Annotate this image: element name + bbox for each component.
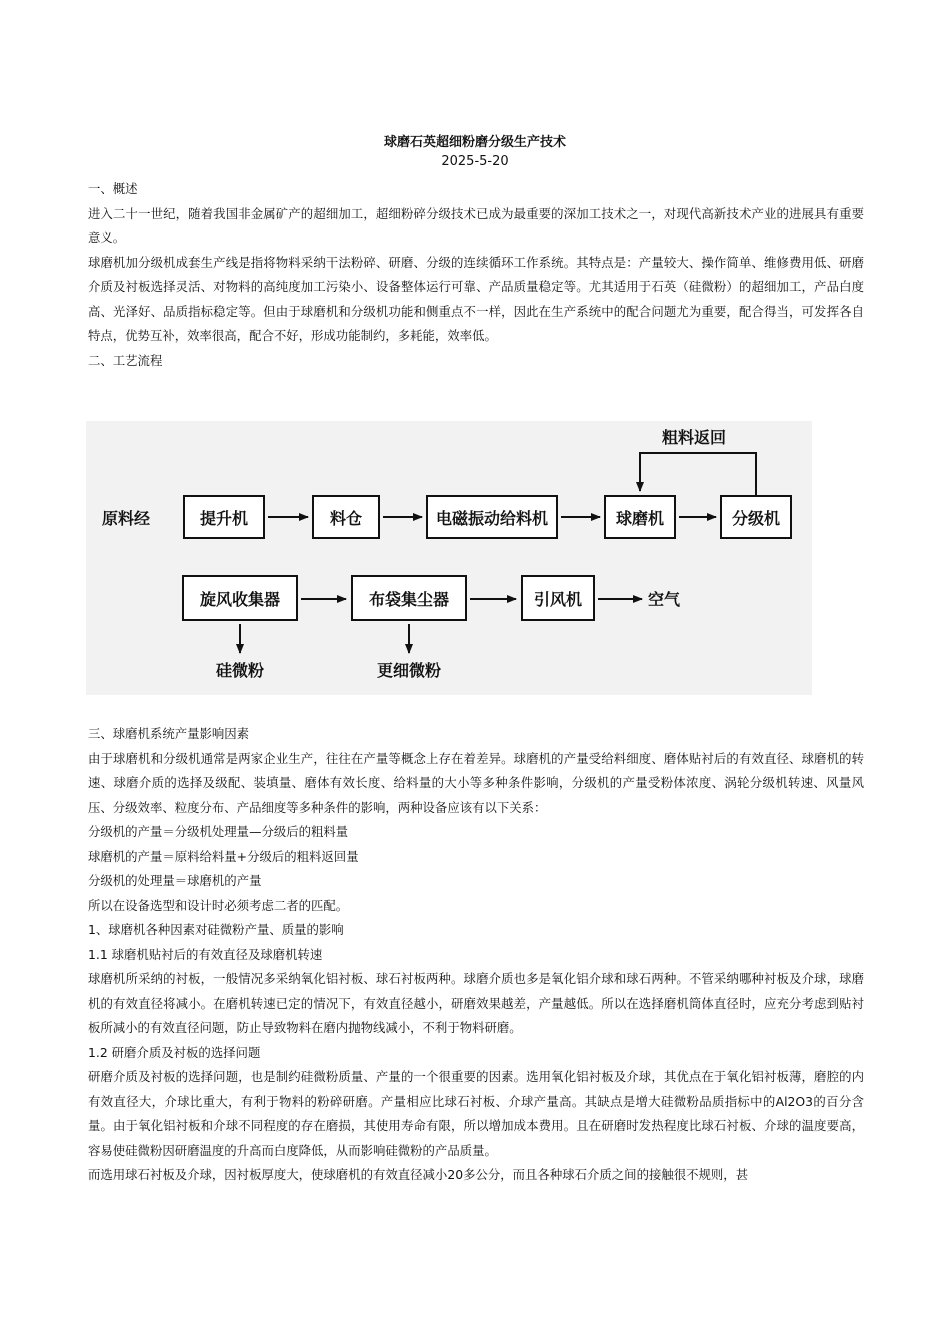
flow-label-fan: 引风机 (533, 590, 583, 609)
section-heading-factors: 三、球磨机系统产量影响因素 (88, 726, 250, 741)
section-factors (88, 722, 864, 1188)
document-date: 2025-5-20 (441, 154, 509, 169)
document-title: 球磨石英超细粉磨分级生产技术 (383, 135, 566, 150)
flow-label-feeder: 电磁振动给料机 (435, 509, 549, 528)
section-overview (88, 177, 864, 373)
flow-label-baghouse: 布袋集尘器 (368, 590, 450, 609)
flow-label-air: 空气 (648, 590, 681, 609)
flow-label-return: 粗料返回 (661, 428, 727, 447)
section-heading-process: 二、工艺流程 (88, 352, 163, 368)
flow-return-arrow (640, 453, 756, 496)
formula-line: 分级机的处理量＝球磨机的产量 (88, 873, 262, 888)
section-heading-overview: 一、概述 (88, 181, 138, 196)
formula-line: 分级机的产量＝分级机处理量—分级后的粗料量 (88, 824, 349, 839)
flow-label-classifier: 分级机 (731, 509, 781, 528)
paragraph: 所以在设备选型和设计时必须考虑二者的匹配。 (88, 897, 349, 913)
subheading: 1.1 球磨机贴衬后的有效直径及球磨机转速 (88, 946, 323, 962)
paragraph: 进入二十一世纪，随着我国非金属矿产的超细加工，超细粉碎分级技术已成为最重要的深加工技术之一，对现代高新技术产业的进展具有重要意义。 (88, 205, 864, 245)
paragraph: 球磨机加分级机成套生产线是指将物料采纳干法粉碎、研磨、分级的连续循环工作系统。其特点是：产量较大、操作简单、维修费用低、研磨介质及衬板选择灵活、对物料的高纯度加工污染小、设备整体运行可靠、产品质量稳定等。尤其适用于石英（硅微粉）的超细加工，产品白度高、光泽好、品质指标稳定等。但由于球磨机和分级机功能和侧重点不一样，因此在生产系统中的配合问题尤为重要，配合得当，可发挥各自特点，优势互补，效率很高，配合不好，形成功能制约，多耗能，效率低。 (88, 254, 864, 343)
formula-line: 球磨机的产量＝原料给料量+分级后的粗料返回量 (88, 848, 359, 864)
flow-diagram-svg (86, 421, 812, 695)
subheading: 1、球磨机各种因素对硅微粉产量、质量的影响 (88, 922, 344, 937)
flow-label-finer: 更细微粉 (376, 661, 442, 680)
flow-label-cyclone: 旋风收集器 (199, 590, 281, 609)
flow-label-elevator: 提升机 (199, 509, 249, 528)
flow-label-ballmill: 球磨机 (615, 509, 665, 528)
paragraph: 由于球磨机和分级机通常是两家企业生产，往往在产量等概念上存在着差异。球磨机的产量受给料细度、磨体贴衬后的有效直径、球磨机的转速、球磨介质的选择及级配、装填量、磨体有效长度、给料量的大小等多种条件影响，分级机的产量受粉体浓度、涡轮分级机转速、风量风压、分级效率、粒度分布、产品细度等多种条件的影响，两种设备应该有以下关系： (88, 750, 864, 815)
process-flow-diagram (86, 421, 812, 695)
paragraph: 球磨机所采纳的衬板，一般情况多采纳氧化铝衬板、球石衬板两种。球磨介质也多是氧化铝介球和球石两种。不管采纳哪种衬板及介球，球磨机的有效直径将减小。在磨机转速已定的情况下，有效直径越小，研磨效果越差，产量越低。所以在选择磨机筒体直径时，应充分考虑到贴衬板所减小的有效直径问题，防止导致物料在磨内抛物线减小，不利于物料研磨。 (88, 971, 864, 1035)
flow-label-silica: 硅微粉 (215, 661, 265, 680)
paragraph: 研磨介质及衬板的选择问题，也是制约硅微粉质量、产量的一个很重要的因素。选用氧化铝衬板及介球，其优点在于氧化铝衬板薄，磨腔的内有效直径大，介球比重大，有利于物料的粉碎研磨。产量相应比球石衬板、介球产量高。其缺点是增大硅微粉品质指标中的Al2O3的百分含量。由于氧化铝衬板和介球不同程度的存在磨损，其使用寿命有限，所以增加成本费用。且在研磨时发热程度比球石衬板、介球的温度要高，容易使硅微粉因研磨温度的升高而白度降低，从而影响硅微粉的产品质量。 (88, 1069, 864, 1158)
flow-label-raw: 原料经 (102, 509, 151, 528)
subheading: 1.2 研磨介质及衬板的选择问题 (88, 1044, 261, 1060)
paragraph: 而选用球石衬板及介球，因衬板厚度大，使球磨机的有效直径减小20多公分，而且各种球石介质之间的接触很不规则，甚 (88, 1167, 749, 1182)
flow-label-bin: 料仓 (329, 509, 363, 528)
